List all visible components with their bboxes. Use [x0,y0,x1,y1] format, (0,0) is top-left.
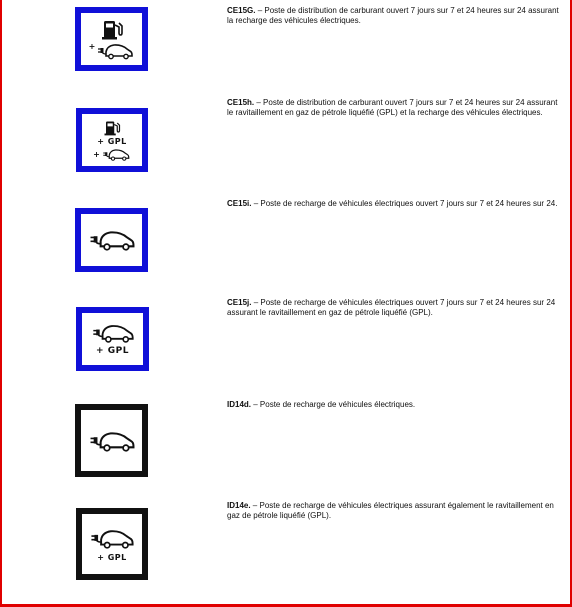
electric-car-plug-icon [96,41,134,61]
entry-ce15j: CE15j. – Poste de recharge de véhicules électriques ouvert 7 jours sur 7 et 24 heures sur 24 assurant le ravitaillement en gaz de pétrole liquéfié (GPL). [227,298,556,317]
entry-ce15g: CE15G. – Poste de distribution de carburant ouvert 7 jours sur 7 et 24 heures sur 24 assurant la recharge des véhicules électriques. [227,6,559,25]
entry-text: Poste de distribution de carburant ouvert 7 jours sur 7 et 24 heures sur 24 assurant la recharge des véhicules électriques. [227,6,559,25]
fuel-pump-icon [100,18,124,40]
electric-car-plug-icon [101,147,131,162]
entry-code: CE15j. [227,298,252,307]
entry-text: Poste de recharge de véhicules électriques ouvert 7 jours sur 7 et 24 heures sur 24. [260,199,558,208]
plus-sign: + [88,42,96,51]
electric-car-plug-icon [88,227,136,253]
entry-code: CE15h. [227,98,255,107]
electric-car-plug-icon [89,526,135,551]
gpl-label: + GPL [97,552,127,562]
fuel-pump-icon [103,118,121,137]
electric-car-plug-icon [91,321,135,345]
entry-code: CE15G. [227,6,256,15]
sign-ce15g [75,7,148,71]
gpl-label: + GPL [97,137,127,146]
entry-code: ID14d. [227,400,252,409]
electric-car-plug-icon [88,428,136,454]
entry-text: Poste de recharge de véhicules électriques assurant également le ravitaillement en gaz de pétrole liquéfié (GPL). [227,501,554,520]
sign-ce15j [76,307,149,371]
entry-text: Poste de distribution de carburant ouvert 7 jours sur 7 et 24 heures sur 24 assurant le ravitaillement en gaz de pétrole liquéfié (GPL) et la recharge des véhicules électriques. [227,98,558,117]
entry-text: Poste de recharge de véhicules électriques. [259,400,416,409]
entry-code: CE15i. [227,199,252,208]
entry-code: ID14e. [227,501,251,510]
entry-ce15h: CE15h. – Poste de distribution de carburant ouvert 7 jours sur 7 et 24 heures sur 24 assurant le ravitaillement en gaz de pétrole liquéfié (GPL) et la recharge des véhicules électriques. [227,98,558,117]
sign-id14e [76,508,148,580]
sign-ce15i [75,208,148,272]
entry-id14d: ID14d. – Poste de recharge de véhicules électriques. [227,400,416,409]
entry-text: Poste de recharge de véhicules électriques ouvert 7 jours sur 7 et 24 heures sur 24 assurant le ravitaillement en gaz de pétrole liquéfié (GPL). [227,298,556,317]
plus-sign: + [93,150,100,159]
entry-ce15i: CE15i. – Poste de recharge de véhicules électriques ouvert 7 jours sur 7 et 24 heures sur 24. [227,199,558,208]
entry-id14e: ID14e. – Poste de recharge de véhicules électriques assurant également le ravitaillement en gaz de pétrole liquéfié (GPL). [227,501,554,520]
gpl-label: + GPL [96,346,129,356]
sign-id14d [75,404,148,477]
sign-ce15h [76,108,148,172]
